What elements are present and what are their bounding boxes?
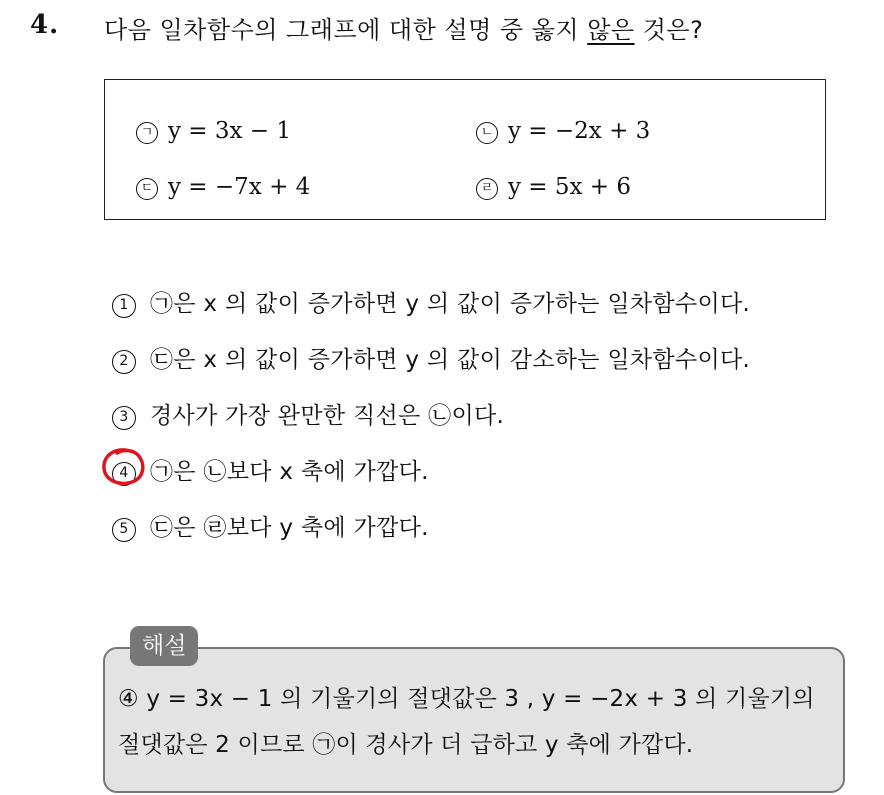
question-text-before: 다음 일차함수의 그래프에 대한 설명 중 옳지 xyxy=(104,16,588,44)
option-number: 5 xyxy=(112,518,136,542)
answer-option-1[interactable] xyxy=(112,285,750,318)
option-number: 4 xyxy=(112,462,136,486)
solution-label: 해설 xyxy=(130,626,198,666)
option-text: ㉢은 ㉣보다 y 축에 가깝다. xyxy=(150,515,429,541)
option-text: 경사가 가장 완만한 직선은 ㉡이다. xyxy=(150,403,505,429)
question-underlined-word: 않은 xyxy=(587,16,635,44)
function-item xyxy=(136,174,310,200)
function-marker: ㄴ xyxy=(476,122,498,144)
answer-option-5[interactable] xyxy=(112,509,429,542)
function-item xyxy=(476,174,631,200)
answer-option-2[interactable] xyxy=(112,341,750,374)
question-number: 4. xyxy=(30,10,60,40)
option-number: 1 xyxy=(112,294,136,318)
option-number: 3 xyxy=(112,406,136,430)
function-marker: ㄷ xyxy=(136,178,158,200)
option-text: ㉢은 x 의 값이 증가하면 y 의 값이 감소하는 일차함수이다. xyxy=(150,347,751,373)
option-text: ㉠은 ㉡보다 x 축에 가깝다. xyxy=(150,459,429,485)
function-equation: y = 3x − 1 xyxy=(168,118,292,144)
question-text xyxy=(104,10,703,45)
function-item xyxy=(476,118,650,144)
solution-box xyxy=(103,647,845,793)
function-equation: y = −2x + 3 xyxy=(508,118,651,144)
answer-circle-mark xyxy=(100,446,148,488)
solution-line-2: 절댓값은 2 이므로 ㉠이 경사가 더 급하고 y 축에 가깝다. xyxy=(118,732,694,758)
answer-option-4[interactable] xyxy=(112,453,429,486)
function-item xyxy=(136,118,291,144)
option-text: ㉠은 x 의 값이 증가하면 y 의 값이 증가하는 일차함수이다. xyxy=(150,291,751,317)
function-marker: ㄱ xyxy=(136,122,158,144)
function-marker: ㄹ xyxy=(476,178,498,200)
question-text-after: 것은? xyxy=(634,16,704,44)
solution-line-1: ④ y = 3x − 1 의 기울기의 절댓값은 3 , y = −2x + 3 의 기울기의 xyxy=(118,686,815,712)
answer-option-3[interactable] xyxy=(112,397,504,430)
function-equation: y = −7x + 4 xyxy=(168,174,311,200)
option-number: 2 xyxy=(112,350,136,374)
function-equation: y = 5x + 6 xyxy=(508,174,632,200)
